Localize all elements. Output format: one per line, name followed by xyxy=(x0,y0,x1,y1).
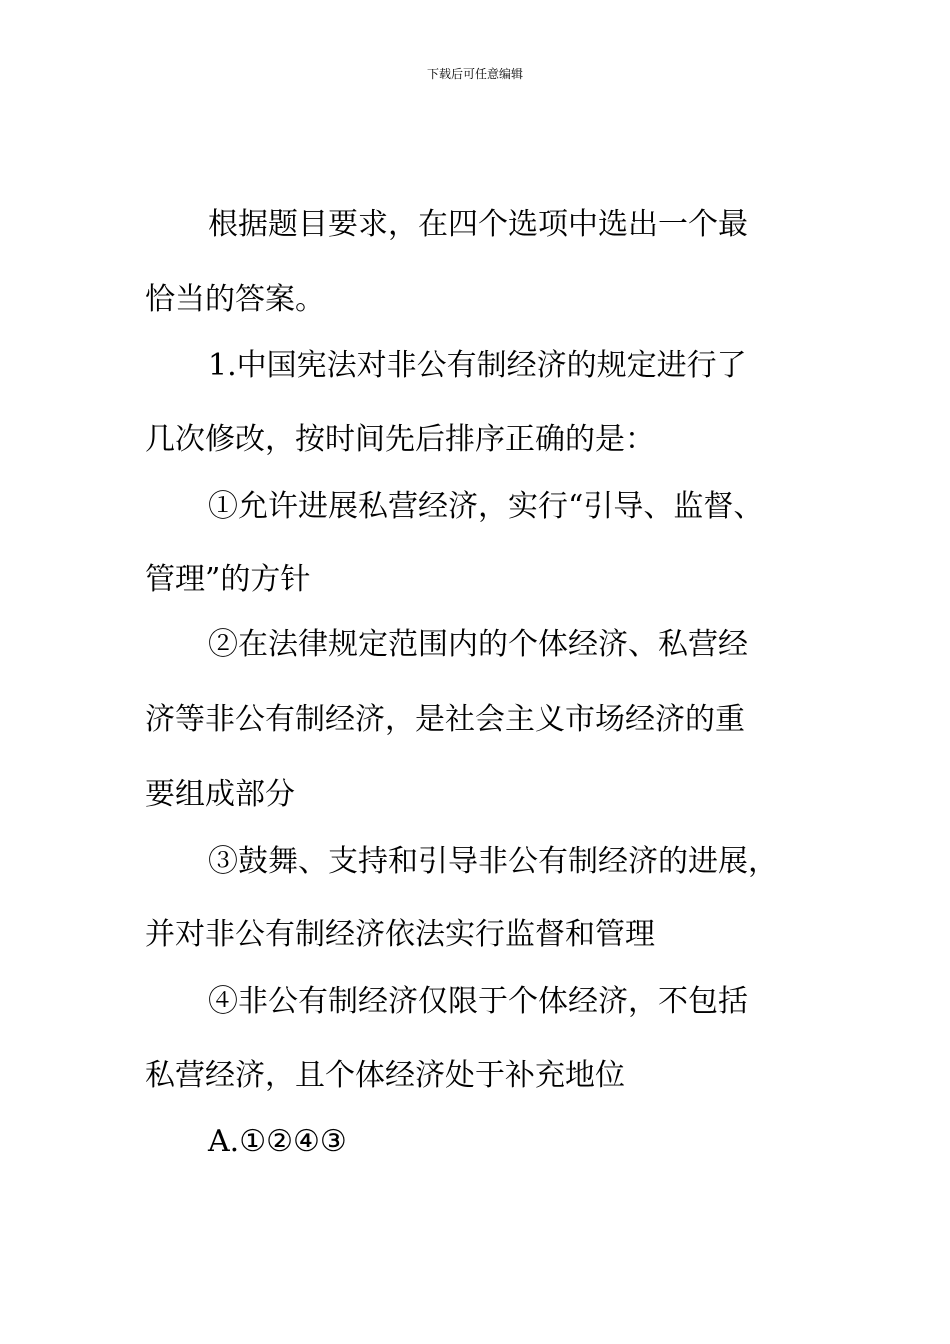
instruction-line-1: 根据题目要求，在四个选项中选出一个最 xyxy=(208,207,748,242)
statement-4-line-2: 私营经济，且个体经济处于补充地位 xyxy=(145,1058,625,1093)
instruction-line-2: 恰当的答案。 xyxy=(145,282,325,317)
statement-2-line-1: ②在法律规定范围内的个体经济、私营经 xyxy=(208,627,748,662)
statement-3-line-2: 并对非公有制经济依法实行监督和管理 xyxy=(145,917,655,952)
question-stem-line-2: 几次修改，按时间先后排序正确的是： xyxy=(145,422,655,457)
question-stem-line-1: 1.中国宪法对非公有制经济的规定进行了 xyxy=(208,348,747,383)
statement-2-line-3: 要组成部分 xyxy=(145,777,295,812)
statement-1-line-2: 管理”的方针 xyxy=(145,562,311,597)
statement-2-line-2: 济等非公有制经济，是社会主义市场经济的重 xyxy=(145,702,745,737)
answer-option-a: A.①②④③ xyxy=(208,1124,347,1159)
statement-3-line-1: ③鼓舞、支持和引导非公有制经济的进展， xyxy=(208,844,778,879)
statement-1-line-1: ①允许进展私营经济，实行“引导、监督、 xyxy=(208,489,764,524)
statement-4-line-1: ④非公有制经济仅限于个体经济，不包括 xyxy=(208,984,748,1019)
page-header-note: 下载后可任意编辑 xyxy=(426,67,523,81)
